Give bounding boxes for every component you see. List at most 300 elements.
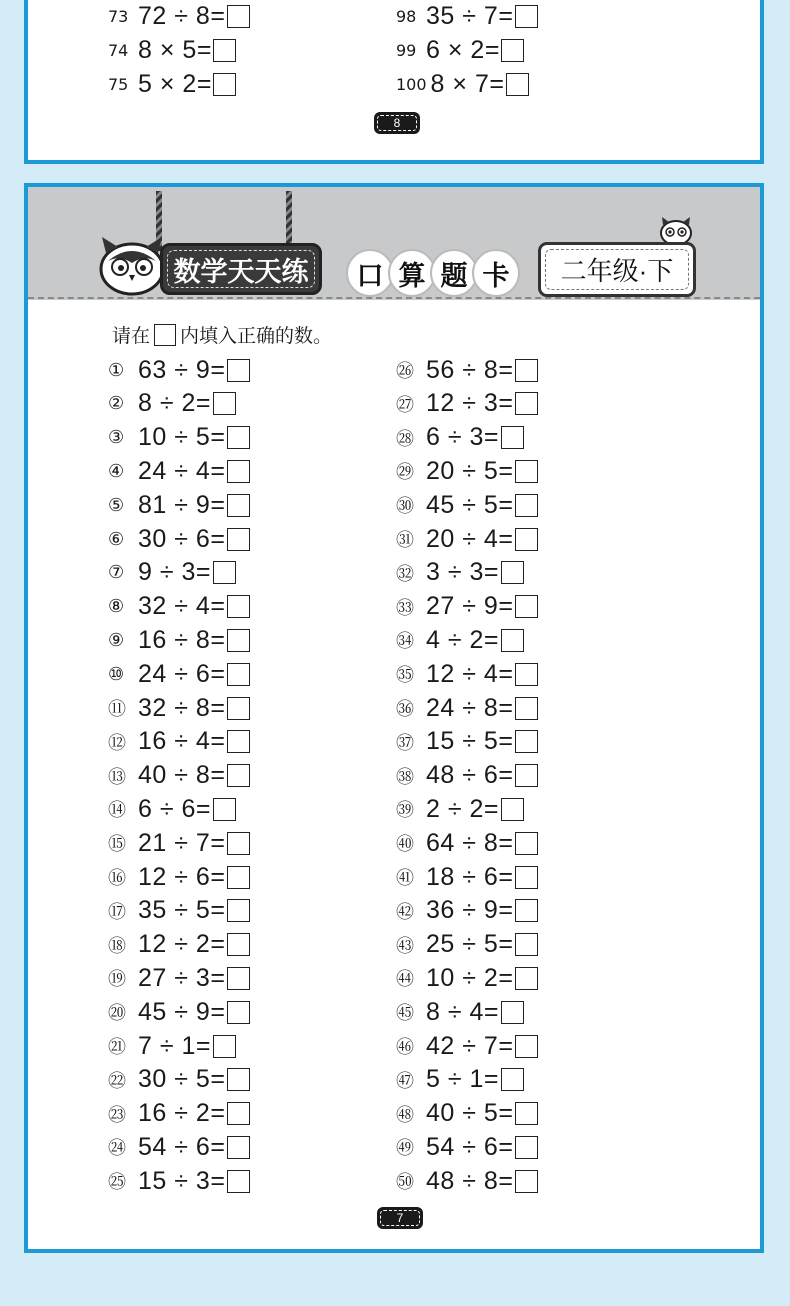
equals-sign: = — [210, 1166, 225, 1195]
answer-box[interactable] — [515, 730, 538, 753]
problem-expression: 6 ÷ 3 — [426, 423, 484, 452]
page-number-badge — [377, 1207, 423, 1229]
problem-expression: 16 ÷ 2 — [138, 1099, 211, 1128]
instruction — [112, 321, 332, 348]
problem-item — [396, 726, 538, 758]
equals-sign: = — [210, 862, 225, 891]
equals-sign: = — [498, 761, 513, 790]
problem-number: ㊵ — [396, 834, 414, 856]
problem-expression: 20 ÷ 4 — [426, 524, 499, 553]
problem-number: ⑯ — [108, 868, 126, 889]
equals-sign: = — [498, 693, 513, 722]
problem-expression: 24 ÷ 4 — [138, 456, 211, 485]
problem-item — [396, 68, 529, 100]
problem-expression: 8 × 7 — [430, 69, 490, 98]
equals-sign: = — [210, 592, 225, 621]
equals-sign: = — [210, 659, 225, 688]
problem-number: ⑩ — [108, 663, 125, 685]
answer-box[interactable] — [515, 697, 538, 720]
problem-number: ㊴ — [396, 800, 414, 822]
problem-item — [108, 591, 250, 623]
problem-number: ㉘ — [396, 428, 414, 450]
problem-expression: 48 ÷ 8 — [426, 1166, 499, 1195]
problem-number: ㉑ — [108, 1037, 126, 1058]
answer-box[interactable] — [515, 899, 538, 922]
problem-expression: 35 ÷ 5 — [138, 896, 211, 925]
problem-expression: 64 ÷ 8 — [426, 828, 499, 857]
problem-expression: 8 ÷ 4 — [426, 997, 484, 1026]
problem-item — [108, 557, 236, 589]
problem-item — [108, 489, 250, 521]
problem-item — [396, 1165, 538, 1197]
answer-box[interactable] — [213, 798, 236, 821]
answer-box[interactable] — [227, 866, 250, 889]
problem-item — [396, 895, 538, 927]
problem-expression: 56 ÷ 8 — [426, 355, 499, 384]
problem-expression: 12 ÷ 4 — [426, 659, 499, 688]
problem-number: ㊸ — [396, 935, 414, 957]
equals-sign: = — [210, 625, 225, 654]
problem-item — [396, 1098, 538, 1130]
answer-box[interactable] — [227, 1136, 250, 1159]
problem-item — [108, 760, 250, 792]
equals-sign: = — [210, 963, 225, 992]
problem-item — [396, 1131, 538, 1163]
problem-expression: 6 ÷ 6 — [138, 794, 196, 823]
equals-sign: = — [483, 997, 499, 1026]
hanging-pole — [286, 191, 292, 251]
equals-sign: = — [210, 490, 225, 519]
problem-item — [108, 1030, 236, 1062]
problem-expression: 30 ÷ 6 — [138, 524, 211, 553]
header-divider — [28, 297, 760, 299]
problem-item — [108, 827, 250, 859]
answer-box[interactable] — [227, 663, 250, 686]
problem-expression: 48 ÷ 6 — [426, 761, 499, 790]
problem-item — [396, 354, 538, 386]
problem-number: ㊾ — [396, 1138, 414, 1160]
answer-box[interactable] — [213, 39, 236, 62]
problem-expression: 24 ÷ 8 — [426, 693, 499, 722]
problem-item — [396, 827, 538, 859]
answer-box[interactable] — [227, 832, 250, 855]
problem-expression: 10 ÷ 2 — [426, 963, 499, 992]
equals-sign: = — [210, 423, 225, 452]
problem-item — [396, 422, 524, 454]
answer-box[interactable] — [501, 798, 524, 821]
problem-number: ㊼ — [396, 1070, 414, 1092]
problem-expression: 18 ÷ 6 — [426, 862, 499, 891]
equals-sign: = — [196, 35, 212, 64]
problem-number: ⑮ — [108, 834, 126, 856]
problem-number: ㉔ — [108, 1138, 126, 1160]
equals-sign: = — [498, 524, 513, 553]
problem-number: ㉚ — [396, 496, 414, 518]
problem-expression: 7 ÷ 1 — [138, 1031, 196, 1060]
answer-box[interactable] — [515, 663, 538, 686]
equals-sign: = — [498, 659, 513, 688]
equals-sign: = — [483, 794, 499, 823]
answer-box[interactable] — [515, 967, 538, 990]
card-title-char: 题 — [430, 249, 478, 297]
problem-expression: 12 ÷ 2 — [138, 930, 211, 959]
equals-sign: = — [498, 862, 513, 891]
answer-box[interactable] — [515, 359, 538, 382]
problem-expression: 5 × 2 — [138, 69, 197, 98]
answer-box[interactable] — [515, 460, 538, 483]
problem-item — [108, 1064, 250, 1096]
equals-sign: = — [498, 930, 513, 959]
page-number: 8 — [393, 116, 401, 130]
problem-item — [108, 523, 250, 555]
answer-box[interactable] — [501, 1001, 524, 1024]
problem-item — [108, 1131, 250, 1163]
problem-number: ㊹ — [396, 969, 414, 991]
equals-sign: = — [210, 761, 225, 790]
worksheet-card — [24, 183, 764, 1253]
problem-item — [396, 861, 538, 893]
problem-item — [108, 68, 236, 100]
answer-box[interactable] — [213, 392, 236, 415]
answer-box[interactable] — [227, 1170, 250, 1193]
problem-item — [108, 895, 250, 927]
problem-item — [108, 455, 250, 487]
problem-item — [108, 692, 250, 724]
grade-label — [538, 242, 696, 297]
equals-sign: = — [498, 355, 513, 384]
equals-sign: = — [483, 625, 499, 654]
problem-number: ㉝ — [396, 597, 414, 619]
equals-sign: = — [210, 1065, 225, 1094]
problem-item — [396, 929, 538, 961]
answer-box[interactable] — [515, 595, 538, 618]
answer-box[interactable] — [227, 730, 250, 753]
equals-sign: = — [195, 389, 211, 418]
equals-sign: = — [483, 423, 499, 452]
problem-number: ㊻ — [396, 1037, 414, 1058]
problem-item — [396, 489, 538, 521]
card-title-char: 算 — [388, 249, 436, 297]
problem-item — [108, 1165, 250, 1197]
problem-item — [108, 929, 250, 961]
card-title-char: 卡 — [472, 249, 520, 297]
brand-title-text: 数学天天练 — [173, 256, 309, 287]
equals-sign: = — [498, 828, 513, 857]
problem-number: ④ — [108, 460, 125, 482]
equals-sign: = — [210, 727, 225, 756]
problem-number: ㊲ — [396, 732, 414, 754]
equals-sign: = — [498, 592, 513, 621]
problem-number: 73 — [108, 6, 129, 26]
answer-box[interactable] — [515, 933, 538, 956]
equals-sign: = — [210, 1, 225, 30]
answer-box[interactable] — [227, 899, 250, 922]
problem-item — [396, 455, 538, 487]
answer-box[interactable] — [515, 866, 538, 889]
problem-expression: 36 ÷ 9 — [426, 896, 499, 925]
problem-number: ㉖ — [396, 361, 414, 382]
problem-item — [396, 793, 524, 825]
problem-number: ㊳ — [396, 766, 414, 788]
answer-box[interactable] — [227, 967, 250, 990]
problem-expression: 45 ÷ 5 — [426, 490, 499, 519]
problem-number: ⑱ — [108, 935, 126, 957]
answer-box[interactable] — [227, 933, 250, 956]
problem-item — [396, 692, 538, 724]
problem-number: 74 — [108, 40, 129, 60]
previous-page-card — [24, 0, 764, 164]
answer-box[interactable] — [227, 460, 250, 483]
equals-sign: = — [498, 727, 513, 756]
problem-number: ㊿ — [396, 1172, 414, 1194]
problem-expression: 35 ÷ 7 — [426, 1, 499, 30]
problem-number: ⑰ — [108, 901, 126, 923]
problem-item — [396, 34, 524, 66]
instruction-suffix: 内填入正确的数。 — [180, 325, 333, 347]
equals-sign: = — [498, 1, 513, 30]
problem-expression: 24 ÷ 6 — [138, 659, 211, 688]
problem-item — [396, 658, 538, 690]
equals-sign: = — [498, 1166, 513, 1195]
equals-sign: = — [210, 456, 225, 485]
problem-expression: 6 × 2 — [426, 35, 485, 64]
answer-box[interactable] — [227, 764, 250, 787]
problem-number: ⑭ — [108, 800, 126, 822]
problem-number: ⑥ — [108, 528, 125, 550]
problem-item — [396, 388, 538, 420]
problem-expression: 16 ÷ 8 — [138, 625, 211, 654]
answer-box[interactable] — [515, 764, 538, 787]
problem-number: ㊷ — [396, 901, 414, 923]
answer-box[interactable] — [515, 392, 538, 415]
equals-sign: = — [195, 558, 211, 587]
problem-number: ㉗ — [396, 394, 414, 416]
problem-number: ⑦ — [108, 562, 125, 584]
problem-number: ㊺ — [396, 1003, 414, 1025]
grade-text: 二年级·下 — [560, 256, 674, 286]
problem-item — [396, 591, 538, 623]
answer-box[interactable] — [501, 561, 524, 584]
answer-box[interactable] — [515, 1102, 538, 1125]
problem-number: ㉒ — [108, 1070, 126, 1092]
problem-number: 100 — [396, 74, 427, 94]
equals-sign: = — [498, 389, 513, 418]
equals-sign: = — [210, 896, 225, 925]
equals-sign: = — [483, 1065, 499, 1094]
problem-item — [108, 1098, 250, 1130]
problem-item — [108, 861, 250, 893]
problem-expression: 27 ÷ 3 — [138, 963, 211, 992]
problem-expression: 30 ÷ 5 — [138, 1065, 211, 1094]
problem-expression: 42 ÷ 7 — [426, 1031, 499, 1060]
equals-sign: = — [210, 1132, 225, 1161]
problem-expression: 12 ÷ 3 — [426, 389, 499, 418]
equals-sign: = — [498, 490, 513, 519]
problem-item — [108, 34, 236, 66]
problem-number: ⑬ — [108, 766, 126, 788]
problem-item — [396, 624, 524, 656]
problem-expression: 8 ÷ 2 — [138, 389, 196, 418]
problem-number: 75 — [108, 74, 129, 94]
answer-box[interactable] — [515, 832, 538, 855]
problem-expression: 20 ÷ 5 — [426, 456, 499, 485]
owl-mascot-icon — [98, 233, 166, 297]
equals-sign: = — [210, 1099, 225, 1128]
answer-box[interactable] — [501, 426, 524, 449]
problem-expression: 21 ÷ 7 — [138, 828, 211, 857]
answer-box[interactable] — [227, 426, 250, 449]
problem-expression: 40 ÷ 5 — [426, 1099, 499, 1128]
answer-box[interactable] — [227, 528, 250, 551]
problem-number: ㊱ — [396, 699, 414, 720]
page-number-badge — [374, 112, 420, 134]
equals-sign: = — [196, 69, 212, 98]
problem-number: ㉕ — [108, 1172, 126, 1194]
problem-expression: 8 × 5 — [138, 35, 197, 64]
worksheet-header — [28, 187, 760, 300]
answer-box[interactable] — [213, 1035, 236, 1058]
problem-number: ㉛ — [396, 530, 414, 551]
equals-sign: = — [210, 997, 225, 1026]
equals-sign: = — [210, 355, 225, 384]
problem-number: ㉜ — [396, 563, 414, 585]
answer-box[interactable] — [213, 561, 236, 584]
equals-sign: = — [210, 693, 225, 722]
answer-box[interactable] — [227, 595, 250, 618]
answer-box[interactable] — [506, 73, 529, 96]
problem-expression: 15 ÷ 5 — [426, 727, 499, 756]
problem-item — [108, 996, 250, 1028]
problem-number: ① — [108, 359, 125, 381]
answer-box[interactable] — [515, 5, 538, 28]
problem-number: ㉓ — [108, 1104, 126, 1126]
problem-expression: 12 ÷ 6 — [138, 862, 211, 891]
problem-number: ⑲ — [108, 969, 126, 991]
instruction-box-icon — [154, 324, 176, 346]
equals-sign: = — [195, 1031, 211, 1060]
equals-sign: = — [210, 828, 225, 857]
problem-item — [396, 962, 538, 994]
answer-box[interactable] — [515, 1170, 538, 1193]
answer-box[interactable] — [227, 1001, 250, 1024]
problem-expression: 54 ÷ 6 — [426, 1132, 499, 1161]
problem-item — [396, 557, 524, 589]
problem-item — [108, 388, 236, 420]
answer-box[interactable] — [227, 629, 250, 652]
problem-expression: 45 ÷ 9 — [138, 997, 211, 1026]
problem-expression: 10 ÷ 5 — [138, 423, 211, 452]
answer-box[interactable] — [501, 629, 524, 652]
problem-expression: 63 ÷ 9 — [138, 355, 211, 384]
answer-box[interactable] — [227, 1068, 250, 1091]
card-title-char: 口 — [346, 249, 394, 297]
answer-box[interactable] — [213, 73, 236, 96]
problem-number: ㉞ — [396, 631, 414, 653]
equals-sign: = — [195, 794, 211, 823]
equals-sign: = — [498, 1031, 513, 1060]
page-number: 7 — [396, 1211, 404, 1225]
problem-expression: 40 ÷ 8 — [138, 761, 211, 790]
problem-number: ㉟ — [396, 665, 414, 687]
problem-number: ㊽ — [396, 1104, 414, 1126]
answer-box[interactable] — [501, 1068, 524, 1091]
equals-sign: = — [484, 35, 500, 64]
problem-item — [108, 624, 250, 656]
problem-number: ⑫ — [108, 732, 126, 754]
problem-number: 98 — [396, 6, 417, 26]
problem-number: 99 — [396, 40, 417, 60]
problem-expression: 2 ÷ 2 — [426, 794, 484, 823]
answer-box[interactable] — [227, 5, 250, 28]
problem-expression: 32 ÷ 4 — [138, 592, 211, 621]
problem-number: ③ — [108, 427, 125, 449]
problem-item — [396, 0, 538, 32]
answer-box[interactable] — [501, 39, 524, 62]
problem-expression: 15 ÷ 3 — [138, 1166, 211, 1195]
problem-item — [396, 523, 538, 555]
answer-box[interactable] — [227, 359, 250, 382]
equals-sign: = — [498, 1099, 513, 1128]
problem-item — [108, 658, 250, 690]
problem-number: ② — [108, 393, 125, 415]
equals-sign: = — [210, 524, 225, 553]
problem-number: ⑤ — [108, 494, 125, 516]
problem-number: ⑳ — [108, 1003, 126, 1025]
problem-number: ㊶ — [396, 868, 414, 889]
problem-expression: 25 ÷ 5 — [426, 930, 499, 959]
problem-item — [396, 1030, 538, 1062]
problem-expression: 72 ÷ 8 — [138, 1, 211, 30]
problem-item — [396, 1064, 524, 1096]
equals-sign: = — [489, 69, 504, 98]
problem-item — [108, 962, 250, 994]
problem-item — [108, 354, 250, 386]
problem-number: ㉙ — [396, 462, 414, 484]
problem-expression: 16 ÷ 4 — [138, 727, 211, 756]
answer-box[interactable] — [515, 1136, 538, 1159]
equals-sign: = — [210, 930, 225, 959]
problem-number: ⑪ — [108, 699, 126, 720]
problem-item — [108, 422, 250, 454]
problem-expression: 5 ÷ 1 — [426, 1065, 484, 1094]
problem-number: ⑧ — [108, 596, 125, 618]
problem-number: ⑨ — [108, 629, 125, 651]
problem-expression: 54 ÷ 6 — [138, 1132, 211, 1161]
equals-sign: = — [498, 456, 513, 485]
answer-box[interactable] — [227, 1102, 250, 1125]
problem-expression: 4 ÷ 2 — [426, 625, 484, 654]
instruction-prefix: 请在 — [112, 325, 151, 347]
problem-expression: 81 ÷ 9 — [138, 490, 211, 519]
answer-box[interactable] — [227, 697, 250, 720]
problem-expression: 9 ÷ 3 — [138, 558, 196, 587]
problem-item — [108, 0, 250, 32]
equals-sign: = — [483, 558, 499, 587]
answer-box[interactable] — [515, 528, 538, 551]
equals-sign: = — [498, 896, 513, 925]
problem-expression: 27 ÷ 9 — [426, 592, 499, 621]
problem-item — [396, 996, 524, 1028]
answer-box[interactable] — [227, 494, 250, 517]
problem-item — [108, 793, 236, 825]
answer-box[interactable] — [515, 494, 538, 517]
problem-expression: 3 ÷ 3 — [426, 558, 484, 587]
problem-expression: 32 ÷ 8 — [138, 693, 211, 722]
equals-sign: = — [498, 963, 513, 992]
problem-item — [396, 760, 538, 792]
answer-box[interactable] — [515, 1035, 538, 1058]
problem-item — [108, 726, 250, 758]
